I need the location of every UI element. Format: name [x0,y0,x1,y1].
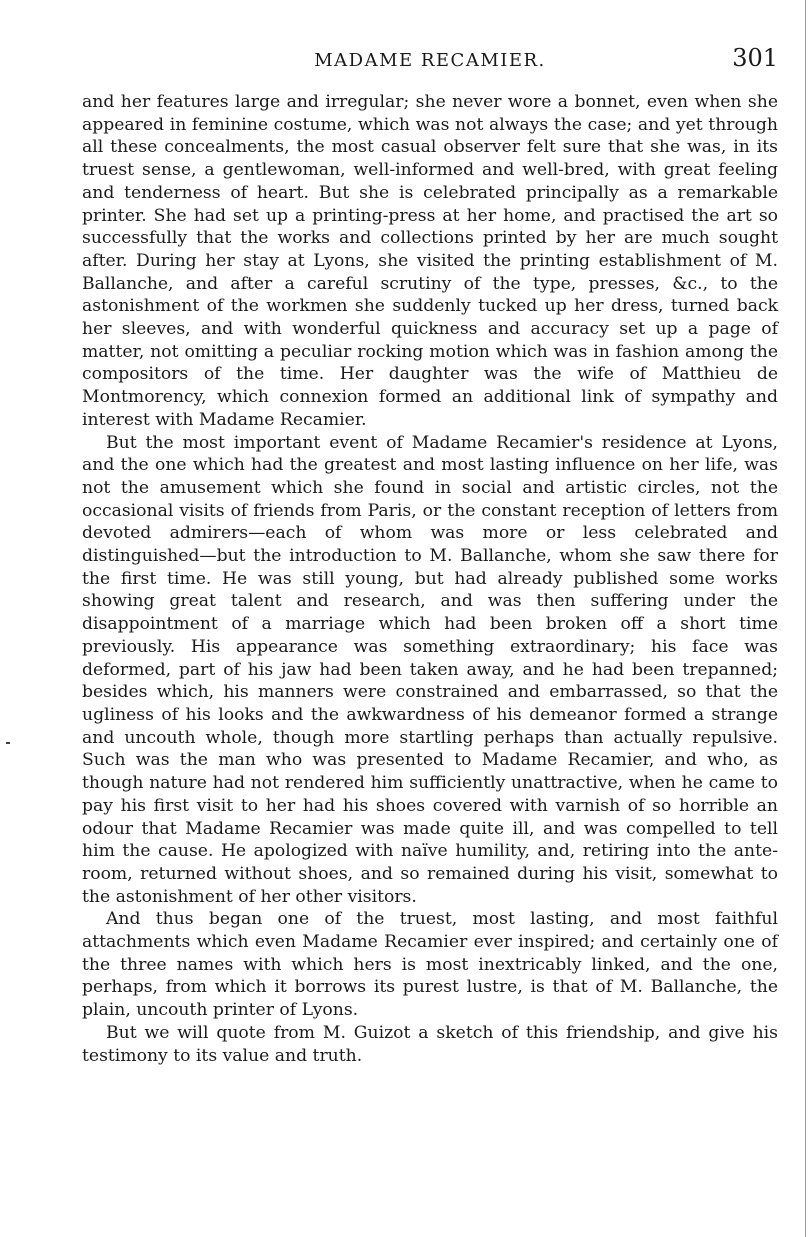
paragraph-1: and her features large and irregular; she never wore a bonnet, even when she appeared in feminine costume, which was not always the case; and yet through all these concealments, the most casual observer felt sure that she was, in its truest sense, a gentlewoman, well-informed and well-bred, with great feeling and tenderness of heart. But she is celebrated principally as a remarkable printer. She had set up a printing-press at her home, and practised the art so successfully that the works and collections printed by her are much sought after. During her stay at Lyons, she visited the printing establishment of M. Ballanche, and after a careful scrutiny of the type, presses, &c., to the astonishment of the workmen she suddenly tucked up her dress, turned back her sleeves, and with wonderful quickness and accuracy set up a page of matter, not omitting a peculiar rocking motion which was in fashion among the compositors of the time. Her daughter was the wife of Matthieu de Montmorency, which connexion formed an additional link of sympathy and interest with Madame Recamier. [82,92,778,430]
margin-mark [6,742,10,744]
body-text [82,91,778,1067]
running-head [82,44,778,74]
page-edge-rule [805,0,806,1237]
paragraph-3: And thus began one of the truest, most lasting, and most faithful attachments which even Madame Recamier ever inspired; and certainly one of the three names with which hers is most inextricably linked, and the one, perhaps, from which it borrows its purest lustre, is that of M. Ballanche, the plain, uncouth printer of Lyons. [82,909,778,1021]
running-title: MADAME RECAMIER. [314,50,546,71]
paragraph-4: But we will quote from M. Guizot a sketch of this friendship, and give his testimony to its value and truth. [82,1022,778,1066]
paragraph-2: But the most important event of Madame Recamier's residence at Lyons, and the one which had the greatest and most lasting influence on her life, was not the amusement which she found in social and artistic circles, not the occasional visits of friends from Paris, or the constant reception of letters from devoted admirers—each of whom was more or less celebrated and distinguished—but the introduction to M. Ballanche, whom she saw there for the first time. He was still young, but had already published some works showing great talent and research, and was then suffering under the disappointment of a marriage which had been broken off a short time previously. His appearance was something extraordinary; his face was deformed, part of his jaw had been taken away, and he had been trepanned; besides which, his manners were constrained and embarrassed, so that the ugliness of his looks and the awkwardness of his demeanor formed a strange and uncouth whole, though more startling perhaps than actually repulsive. Such was the man who was presented to Madame Recamier, and who, as though nature had not rendered him sufficiently unattractive, when he came to pay his first visit to her had his shoes covered with varnish of so horrible an odour that Madame Recamier was made quite ill, and was compelled to tell him the cause. He apologized with naïve humility, and, retiring into the ante-room, returned without shoes, and so remained during his visit, somewhat to the astonishment of her other visitors. [82,432,778,907]
page-number: 301 [732,44,778,72]
